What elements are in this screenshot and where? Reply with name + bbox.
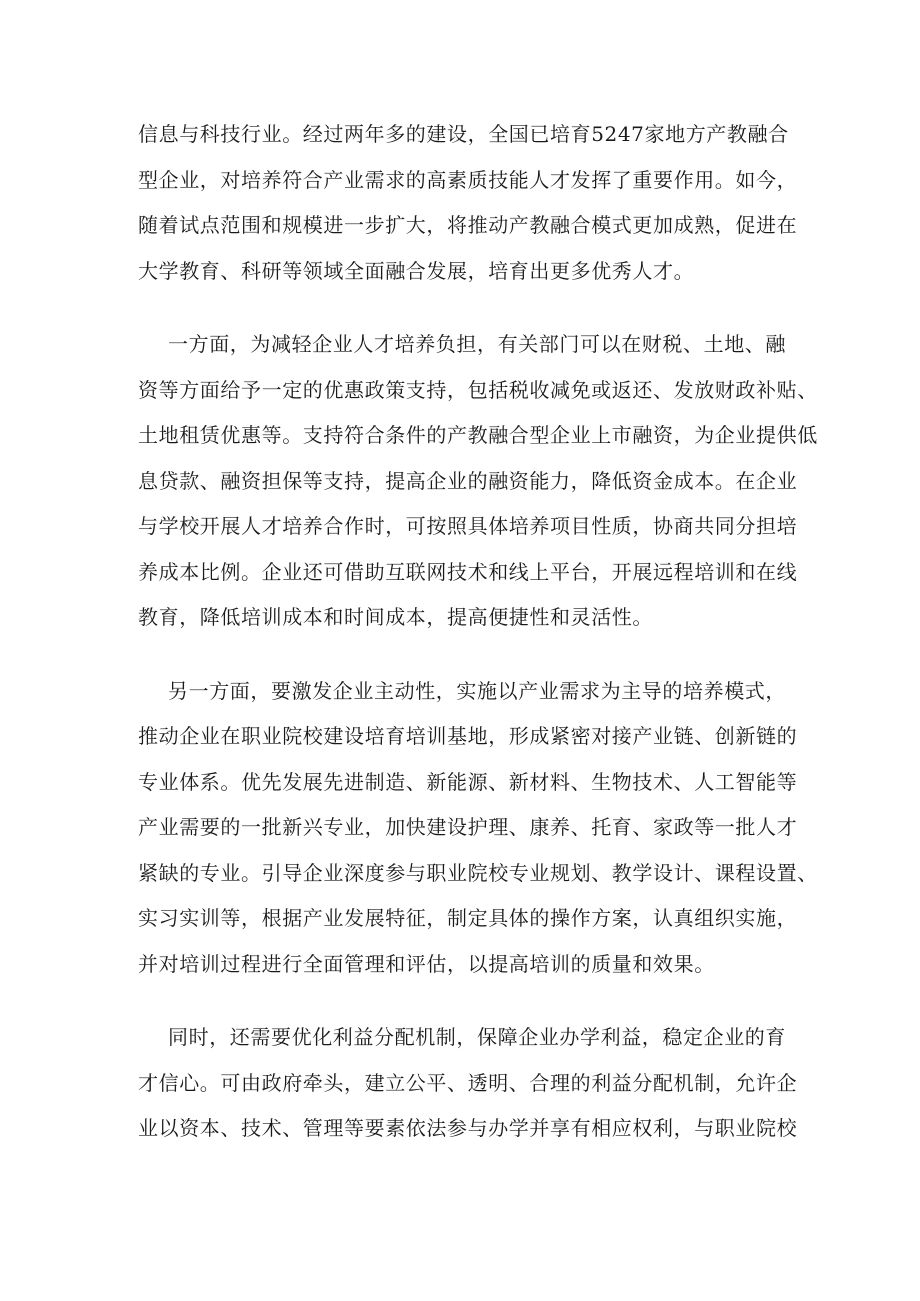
paragraph-line: 产业需要的一批新兴专业，加快建设护理、康养、托育、家政等一批人才	[138, 815, 798, 839]
paragraph-line: 大学教育、科研等领域全面融合发展，培育出更多优秀人才。	[138, 258, 695, 283]
paragraph-3	[138, 669, 818, 988]
paragraph-line: 随着试点范围和规模进一步扩大，将推动产教融合模式更加成熟，促进在	[138, 213, 798, 237]
paragraph-line: 另一方面，要激发企业主动性，实施以产业需求为主导的培养模式，	[168, 678, 786, 703]
paragraph-line: 推动企业在职业院校建设培育培训基地，形成紧密对接产业链、创新链的	[138, 724, 798, 748]
paragraph-line: 与学校开展人才培养合作时，可按照具体培养项目性质，协商共同分担培	[138, 514, 798, 538]
paragraph-4	[138, 1015, 798, 1152]
paragraph-line: 专业体系。优先发展先进制造、新能源、新材料、生物技术、人工智能等	[138, 769, 798, 794]
paragraph-line: 并对培训过程进行全面管理和评估，以提高培训的质量和效果。	[138, 951, 715, 976]
paragraph-line: 紧缺的专业。引导企业深度参与职业院校专业规划、教学设计、课程设置、	[138, 860, 818, 885]
paragraph-line: 教育，降低培训成本和时间成本，提高便捷性和灵活性。	[138, 605, 653, 629]
paragraph-line: 一方面，为减轻企业人才培养负担，有关部门可以在财税、土地、融	[168, 332, 786, 356]
paragraph-line: 业以资本、技术、管理等要素依法参与办学并享有相应权利，与职业院校	[138, 1116, 798, 1140]
paragraph-line: 同时，还需要优化利益分配机制，保障企业办学利益，稳定企业的育	[168, 1025, 786, 1049]
document-body	[138, 112, 818, 1180]
paragraph-line: 养成本比例。企业还可借助互联网技术和线上平台，开展远程培训和在线	[138, 559, 798, 584]
paragraph-line: 实习实训等，根据产业发展特征，制定具体的操作方案，认真组织实施，	[138, 906, 798, 930]
paragraph-line: 信息与科技行业。经过两年多的建设，全国已培育5247家地方产教融合	[138, 122, 789, 146]
paragraph-line: 息贷款、融资担保等支持，提高企业的融资能力，降低资金成本。在企业	[138, 468, 798, 493]
paragraph-line: 型企业，对培养符合产业需求的高素质技能人才发挥了重要作用。如今，	[138, 167, 798, 192]
paragraph-line: 资等方面给予一定的优惠政策支持，包括税收减免或返还、发放财政补贴、	[138, 377, 818, 402]
paragraph-2	[138, 322, 818, 641]
paragraph-line: 土地租赁优惠等。支持符合条件的产教融合型企业上市融资，为企业提供低	[138, 423, 818, 447]
paragraph-1	[138, 112, 798, 294]
paragraph-line: 才信心。可由政府牵头，建立公平、透明、合理的利益分配机制，允许企	[138, 1070, 798, 1095]
